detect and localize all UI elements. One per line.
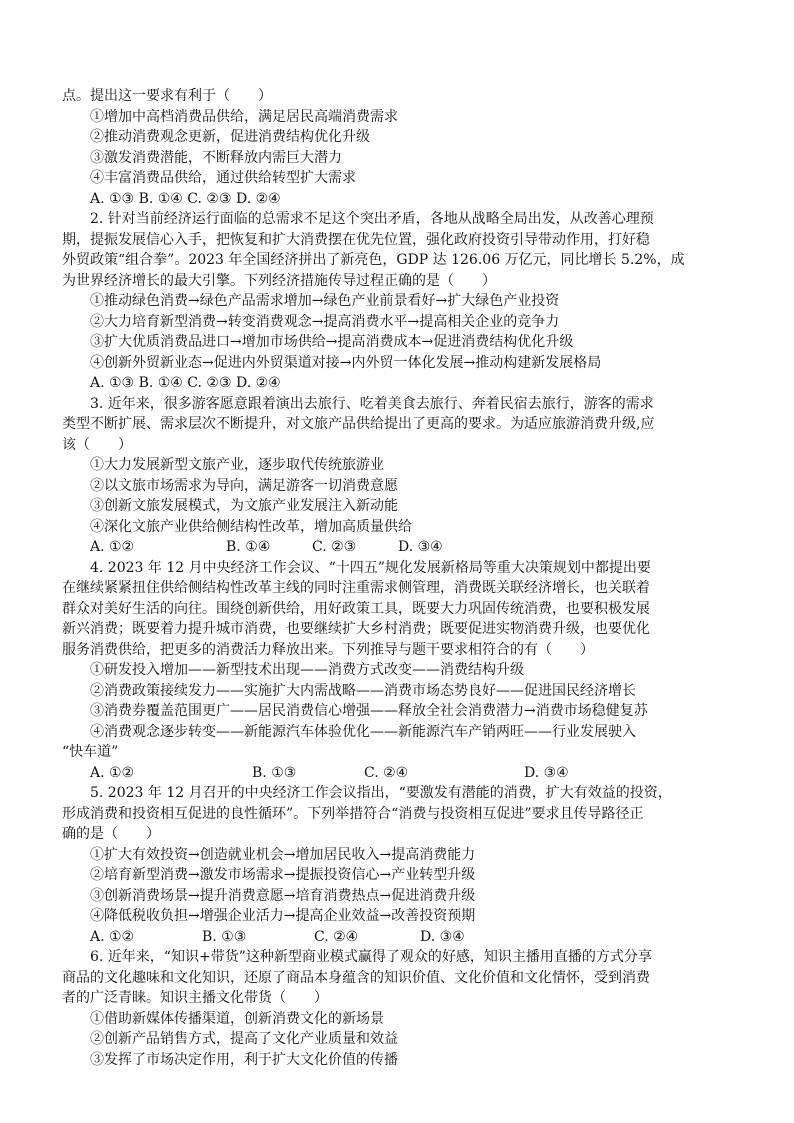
q2-answers: A. ①③ B. ①④ C. ②③ D. ②④	[90, 375, 281, 391]
q3-stem-line-3: 该（ ）	[62, 436, 132, 453]
q5-option-1: ①扩大有效投资→创造就业机会→增加居民收入→提高消费能力	[90, 846, 476, 863]
q5-stem-line-1: 5. 2023 年 12 月召开的中央经济工作会议指出，“要激发有潜能的消费，扩大有效益的投资，	[90, 785, 672, 801]
q5-option-3: ③创新消费场景→提升消费意愿→培育消费热点→促进消费升级	[90, 887, 476, 904]
q6-option-1: ①借助新媒体传播渠道，创新消费文化的新场景	[90, 1010, 384, 1027]
q4-answer-a: A. ①②	[90, 764, 135, 781]
q6-option-2: ②创新产品销售方式，提高了文化产业质量和效益	[90, 1031, 398, 1047]
q1-stem-tail: 点。提出这一要求有利于（ ）	[62, 88, 272, 104]
q4-answer-c: C. ②④	[364, 764, 409, 781]
q3-option-4: ④深化文旅产业供给侧结构性改革，增加高质量供给	[90, 518, 412, 535]
q3-answers	[0, 537, 794, 558]
q3-option-3: ③创新文旅发展模式，为文旅产业发展注入新动能	[90, 498, 398, 514]
exam-content	[0, 86, 794, 1070]
q4-stem-line-1: 4. 2023 年 12 月中央经济工作会议、“十四五”规化发展新格局等重大决策规划中都提出要	[90, 559, 651, 576]
q5-answer-b: B. ①③	[202, 928, 247, 945]
q5-answer-d: D. ③④	[420, 928, 465, 945]
q5-answers	[0, 927, 794, 948]
q5-answer-a: A. ①②	[90, 928, 135, 945]
q4-stem-line-3: 群众对美好生活的向往。围绕创新供给，用好政策工具，既要大力巩固传统消费，也要积极发展	[62, 600, 650, 617]
q3-answer-b: B. ①④	[226, 539, 271, 555]
q2-option-1: ①推动绿色消费→绿色产品需求增加→绿色产业前景看好→扩大绿色产业投资	[90, 293, 560, 309]
q3-option-1: ①大力发展新型文旅产业，逐步取代传统旅游业	[90, 457, 384, 473]
q3-option-2: ②以文旅市场需求为导向，满足游客一切消费意愿	[90, 477, 398, 494]
q5-option-2: ②培育新型消费→激发市场需求→提振投资信心→产业转型升级	[90, 867, 476, 883]
q3-answer-d: D. ③④	[398, 539, 443, 555]
q5-stem-line-2: 形成消费和投资相互促进的良性循环”。下列举措符合“消费与投资相互促进”要求且传导路径正	[62, 805, 644, 822]
q5-answer-c: C. ②④	[314, 928, 359, 945]
q2-stem-line-1: 2. 针对当前经济运行面临的总需求不足这个突出矛盾，各地从战略全局出发，从改善心理预	[90, 211, 654, 227]
q1-option-1: ①增加中高档消费品供给，满足居民高端消费需求	[90, 108, 398, 125]
q4-option-4: ④消费观念逐步转变——新能源汽车体验优化——新能源汽车产销两旺——行业发展驶入	[90, 723, 636, 740]
q4-option-1: ①研发投入增加——新型技术出现——消费方式改变——消费结构升级	[90, 662, 524, 678]
q2-option-2: ②大力培育新型消费→转变消费观念→提高消费水平→提高相关企业的竞争力	[90, 313, 560, 330]
q1-option-4: ④丰富消费品供给，通过供给转型扩大需求	[90, 170, 356, 186]
q1-option-2: ②推动消费观念更新，促进消费结构优化升级	[90, 129, 370, 145]
q2-stem-line-4: 为世界经济增长的最大引擎。下列经济措施传导过程正确的是（ ）	[62, 272, 496, 289]
q3-answer-c: C. ②③	[312, 539, 357, 555]
q4-answer-d: D. ③④	[524, 764, 569, 781]
q4-answer-b: B. ①③	[252, 764, 297, 781]
q4-stem-line-2: 在继续紧紧扭住供给侧结构性改革主线的同时注重需求侧管理，消费既关联经济增长，也关联着	[62, 580, 650, 596]
q4-stem-line-4: 新兴消费；既要着力提升城市消费，也要继续扩大乡村消费；既要促进实物消费升级，也要优化	[62, 621, 650, 637]
q2-option-4: ④创新外贸新业态→促进内外贸渠道对接→内外贸一体化发展→推动构建新发展格局	[90, 354, 602, 371]
q6-stem-line-3: 者的广泛青睐。知识主播文化带货（ ）	[62, 990, 328, 1006]
q4-stem-line-5: 服务消费供给，把更多的消费活力释放出来。下列推导与题干要求相符合的有（ ）	[62, 641, 594, 658]
q2-stem-line-3: 外贸政策“组合拳”。2023 年全国经济拼出了新亮色，GDP 达 126.06 万亿元，同比增长 5.2%，成	[62, 252, 685, 268]
q6-stem-line-1: 6. 近年来，“知识+带货”这种新型商业模式赢得了观众的好感，知识主播用直播的方式分享	[90, 949, 652, 965]
q2-stem-line-2: 期，提振发展信心入手，把恢复和扩大消费摆在优先位置，强化政府投资引导带动作用，打好稳	[62, 231, 650, 248]
q3-stem-line-1: 3. 近年来，很多游客愿意跟着演出去旅行、吃着美食去旅行、奔着民宿去旅行，游客的需求	[90, 395, 654, 412]
q6-stem-line-2: 商品的文化趣味和文化知识，还原了商品本身蕴含的知识价值、文化价值和文化情怀，受到消费	[62, 969, 650, 986]
q5-stem-line-3: 确的是（ ）	[62, 826, 160, 842]
q1-option-3: ③激发消费潜能，不断释放内需巨大潜力	[90, 149, 342, 166]
q6-option-3: ③发挥了市场决定作用，利于扩大文化价值的传播	[90, 1051, 398, 1068]
q3-answer-a: A. ①②	[90, 539, 135, 555]
q4-option-3: ③消费券覆盖范围更广——居民消费信心增强——释放全社会消费潜力→消费市场稳健复苏	[90, 703, 648, 719]
q3-stem-line-2: 类型不断扩展、需求层次不断提升，对文旅产品供给提出了更高的要求。为适应旅游消费升级,应	[62, 416, 655, 432]
q2-option-3: ③扩大优质消费品进口→增加市场供给→提高消费成本→促进消费结构优化升级	[90, 334, 574, 350]
q1-answers: A. ①③ B. ①④ C. ②③ D. ②④	[90, 190, 281, 207]
q4-answers	[0, 763, 794, 784]
q4-option-4-cont: “快车道”	[62, 744, 119, 760]
q4-option-2: ②消费政策接续发力——实施扩大内需战略——消费市场态势良好——促进国民经济增长	[90, 682, 636, 699]
q5-option-4: ④降低税收负担→增强企业活力→提高企业效益→改善投资预期	[90, 908, 476, 924]
